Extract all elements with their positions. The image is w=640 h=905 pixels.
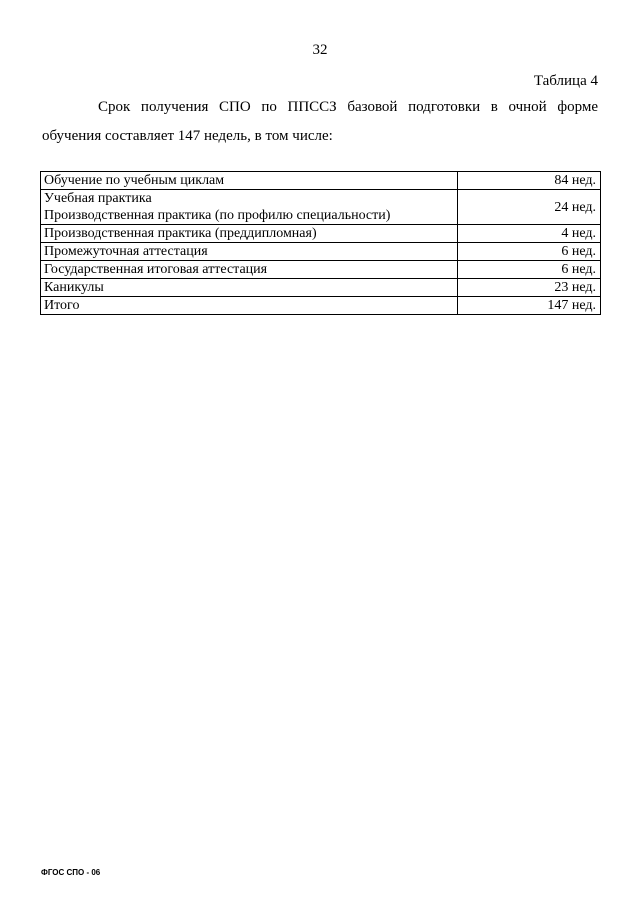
table-caption: Таблица 4	[533, 73, 598, 89]
row-label: Учебная практика	[41, 190, 458, 208]
table-row	[41, 261, 601, 279]
row-value: 4 нед.	[458, 225, 601, 243]
table-row	[41, 225, 601, 243]
row-label: Производственная практика (преддипломная)	[41, 225, 458, 243]
page-number: 32	[312, 42, 328, 58]
row-label: Итого	[41, 297, 458, 315]
row-value: 23 нед.	[458, 279, 601, 297]
row-value: 6 нед.	[458, 261, 601, 279]
intro-paragraph: Срок получения СПО по ППССЗ базовой подготовки в очной форме обучения составляет 147 недель, в том числе:	[42, 99, 598, 144]
study-duration-table	[40, 171, 601, 315]
row-value: 147 нед.	[458, 297, 601, 315]
row-label: Обучение по учебным циклам	[41, 172, 458, 190]
footer-document-code: ФГОС СПО - 06	[41, 868, 101, 877]
row-value: 6 нед.	[458, 243, 601, 261]
row-label: Государственная итоговая аттестация	[41, 261, 458, 279]
row-label: Производственная практика (по профилю специальности)	[41, 207, 458, 225]
row-label: Промежуточная аттестация	[41, 243, 458, 261]
table-row	[41, 190, 601, 208]
table-row	[41, 172, 601, 190]
row-value: 84 нед.	[458, 172, 601, 190]
table-row-total	[41, 297, 601, 315]
table-row	[41, 279, 601, 297]
row-value: 24 нед.	[458, 190, 601, 225]
row-label: Каникулы	[41, 279, 458, 297]
table-row	[41, 243, 601, 261]
